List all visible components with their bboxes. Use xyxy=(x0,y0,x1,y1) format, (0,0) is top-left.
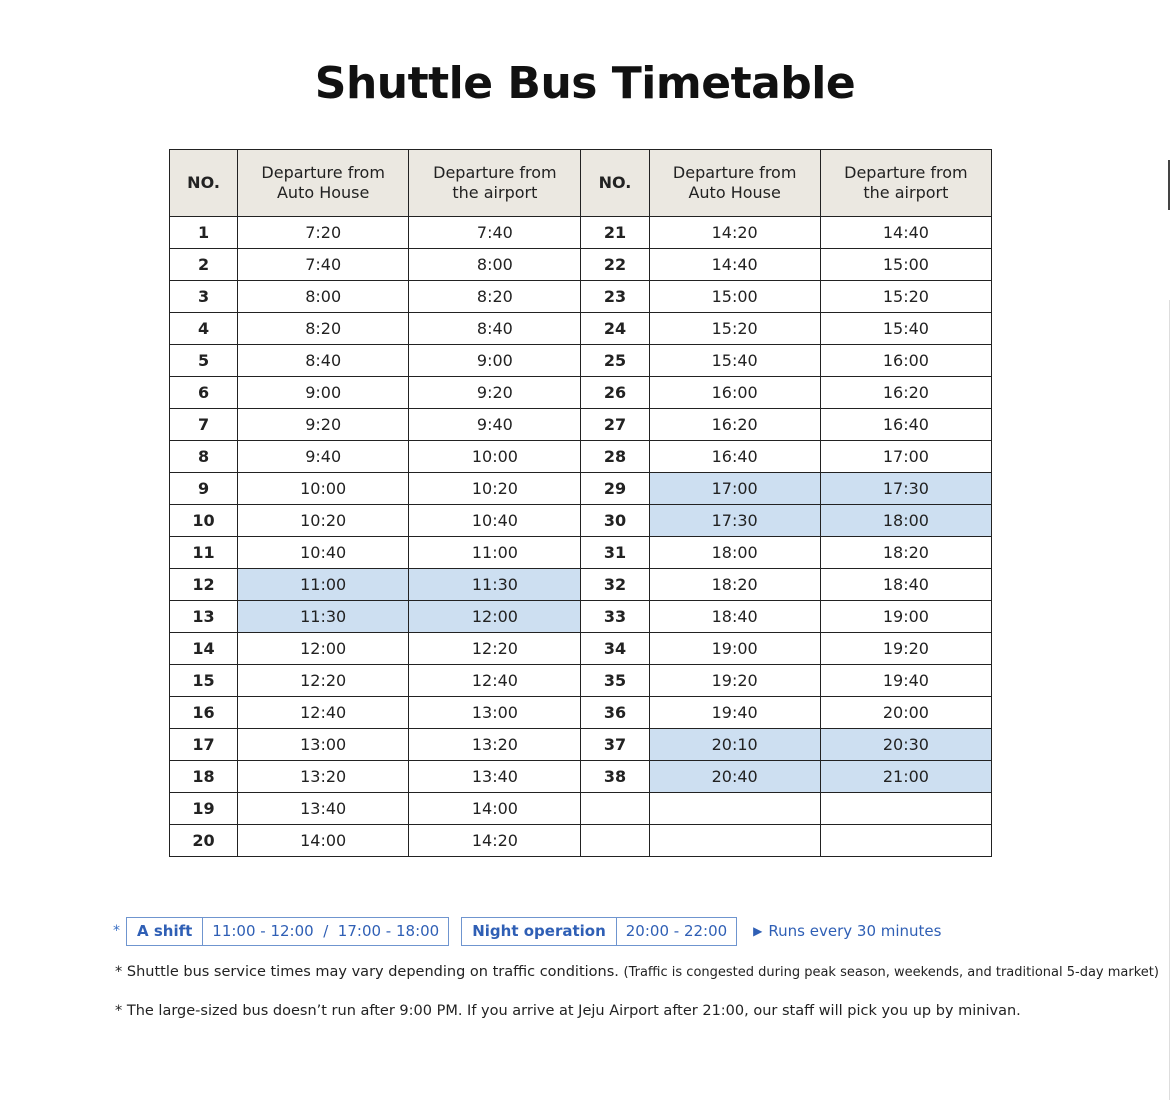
night-operation-label: Night operation xyxy=(462,918,617,945)
timetable-row xyxy=(170,313,992,345)
timetable-row xyxy=(170,409,992,441)
cell-no-right: 29 xyxy=(581,473,649,505)
runs-interval-text: Runs every 30 minutes xyxy=(768,922,942,940)
cell-auto-house-left: 14:00 xyxy=(238,825,409,857)
cell-no-right: 31 xyxy=(581,537,649,569)
cell-auto-house-left: 7:20 xyxy=(238,217,409,249)
night-operation-value: 20:00 - 22:00 xyxy=(625,922,728,940)
cell-no-right: 28 xyxy=(581,441,649,473)
timetable-row xyxy=(170,249,992,281)
cell-airport-right: 21:00 xyxy=(820,761,991,793)
timetable-row xyxy=(170,217,992,249)
cell-no-left: 13 xyxy=(170,601,238,633)
cell-auto-house-right xyxy=(649,825,820,857)
cell-no-right: 34 xyxy=(581,633,649,665)
a-shift-value: 11:00 - 12:00 / 17:00 - 18:00 xyxy=(212,922,440,940)
note-traffic-main: * Shuttle bus service times may vary depending on traffic conditions. xyxy=(115,964,619,980)
timetable-row xyxy=(170,601,992,633)
cell-no-right: 24 xyxy=(581,313,649,345)
a-shift-label: A shift xyxy=(127,918,203,945)
cell-auto-house-left: 9:40 xyxy=(238,441,409,473)
cell-no-right: 26 xyxy=(581,377,649,409)
timetable-row xyxy=(170,377,992,409)
cell-airport-left: 10:20 xyxy=(409,473,581,505)
cell-airport-left: 11:30 xyxy=(409,569,581,601)
cell-auto-house-right: 17:30 xyxy=(649,505,820,537)
cell-auto-house-left: 9:00 xyxy=(238,377,409,409)
cell-airport-left: 14:00 xyxy=(409,793,581,825)
header-departure-airport-left xyxy=(409,150,581,217)
cell-no-left: 4 xyxy=(170,313,238,345)
cell-auto-house-right: 14:20 xyxy=(649,217,820,249)
cell-airport-left: 7:40 xyxy=(409,217,581,249)
cell-auto-house-left: 10:00 xyxy=(238,473,409,505)
cell-airport-right: 20:00 xyxy=(820,697,991,729)
night-operation-legend xyxy=(461,917,737,946)
cell-auto-house-left: 7:40 xyxy=(238,249,409,281)
cell-auto-house-right: 16:00 xyxy=(649,377,820,409)
cell-airport-left: 11:00 xyxy=(409,537,581,569)
header-no-left: NO. xyxy=(170,150,238,217)
cell-no-left: 3 xyxy=(170,281,238,313)
cell-no-right: 37 xyxy=(581,729,649,761)
cell-no-right: 35 xyxy=(581,665,649,697)
cell-auto-house-left: 8:20 xyxy=(238,313,409,345)
timetable-row xyxy=(170,697,992,729)
header-no-right: NO. xyxy=(581,150,649,217)
cell-airport-right xyxy=(820,825,991,857)
cell-airport-right: 16:20 xyxy=(820,377,991,409)
header-line: Auto House xyxy=(688,183,781,202)
timetable-row xyxy=(170,281,992,313)
cell-airport-left: 9:40 xyxy=(409,409,581,441)
cell-no-left: 8 xyxy=(170,441,238,473)
timetable-header-row xyxy=(170,150,992,217)
note-traffic xyxy=(115,964,1159,980)
cell-no-left: 5 xyxy=(170,345,238,377)
cell-auto-house-right: 19:40 xyxy=(649,697,820,729)
legend-asterisk: * xyxy=(113,923,120,939)
cell-auto-house-right: 15:40 xyxy=(649,345,820,377)
cell-auto-house-right: 15:20 xyxy=(649,313,820,345)
cell-no-right: 36 xyxy=(581,697,649,729)
cell-airport-right: 19:40 xyxy=(820,665,991,697)
play-triangle-icon: ▶ xyxy=(753,924,763,938)
cell-airport-left: 8:00 xyxy=(409,249,581,281)
timetable-row xyxy=(170,505,992,537)
timetable-row xyxy=(170,345,992,377)
cell-no-right: 27 xyxy=(581,409,649,441)
header-line: Departure from xyxy=(844,163,968,182)
timetable-row xyxy=(170,825,992,857)
cell-auto-house-left: 13:20 xyxy=(238,761,409,793)
cell-airport-right: 18:20 xyxy=(820,537,991,569)
cell-no-right xyxy=(581,793,649,825)
cell-auto-house-right: 19:00 xyxy=(649,633,820,665)
note-minivan: * The large-sized bus doesn’t run after 9:00 PM. If you arrive at Jeju Airport after 21:00, our staff will pick you up by minivan. xyxy=(115,1003,1021,1019)
cell-airport-left: 9:20 xyxy=(409,377,581,409)
cell-auto-house-right: 18:40 xyxy=(649,601,820,633)
cell-auto-house-left: 8:40 xyxy=(238,345,409,377)
cell-airport-left: 13:40 xyxy=(409,761,581,793)
cell-auto-house-right: 14:40 xyxy=(649,249,820,281)
cell-auto-house-right: 20:10 xyxy=(649,729,820,761)
cell-airport-left: 10:40 xyxy=(409,505,581,537)
cell-airport-left: 12:40 xyxy=(409,665,581,697)
cell-no-right: 32 xyxy=(581,569,649,601)
cell-auto-house-left: 10:40 xyxy=(238,537,409,569)
header-line: Departure from xyxy=(261,163,385,182)
cell-auto-house-right: 19:20 xyxy=(649,665,820,697)
cell-auto-house-left: 13:40 xyxy=(238,793,409,825)
timetable xyxy=(169,149,992,857)
header-line: Departure from xyxy=(433,163,557,182)
cell-no-right: 33 xyxy=(581,601,649,633)
cell-airport-right: 16:00 xyxy=(820,345,991,377)
cell-no-right: 38 xyxy=(581,761,649,793)
cell-auto-house-left: 11:00 xyxy=(238,569,409,601)
cell-no-left: 2 xyxy=(170,249,238,281)
cell-no-left: 17 xyxy=(170,729,238,761)
legend xyxy=(113,916,941,946)
cell-airport-right: 15:20 xyxy=(820,281,991,313)
cell-airport-left: 8:20 xyxy=(409,281,581,313)
cell-auto-house-left: 11:30 xyxy=(238,601,409,633)
cell-auto-house-left: 12:00 xyxy=(238,633,409,665)
cell-airport-left: 9:00 xyxy=(409,345,581,377)
cell-airport-left: 8:40 xyxy=(409,313,581,345)
cell-no-right: 25 xyxy=(581,345,649,377)
header-departure-auto-house-left xyxy=(238,150,409,217)
cell-airport-right: 16:40 xyxy=(820,409,991,441)
cell-airport-right: 18:40 xyxy=(820,569,991,601)
a-shift-legend xyxy=(126,917,449,946)
cell-auto-house-left: 9:20 xyxy=(238,409,409,441)
cell-no-left: 20 xyxy=(170,825,238,857)
cell-airport-left: 10:00 xyxy=(409,441,581,473)
cell-no-left: 12 xyxy=(170,569,238,601)
timetable-row xyxy=(170,569,992,601)
timetable-row xyxy=(170,441,992,473)
timetable-row xyxy=(170,633,992,665)
cell-no-left: 11 xyxy=(170,537,238,569)
cell-airport-right: 17:30 xyxy=(820,473,991,505)
cell-no-right: 30 xyxy=(581,505,649,537)
cell-no-left: 10 xyxy=(170,505,238,537)
cell-auto-house-left: 13:00 xyxy=(238,729,409,761)
cell-airport-right: 17:00 xyxy=(820,441,991,473)
cell-auto-house-right: 18:20 xyxy=(649,569,820,601)
cell-auto-house-left: 12:20 xyxy=(238,665,409,697)
cell-no-left: 6 xyxy=(170,377,238,409)
cell-auto-house-right: 20:40 xyxy=(649,761,820,793)
cell-airport-left: 13:20 xyxy=(409,729,581,761)
runs-interval xyxy=(753,922,941,940)
cell-airport-right: 20:30 xyxy=(820,729,991,761)
timetable-row xyxy=(170,537,992,569)
cell-no-right: 21 xyxy=(581,217,649,249)
cell-airport-right: 18:00 xyxy=(820,505,991,537)
header-departure-auto-house-right xyxy=(649,150,820,217)
cell-airport-left: 12:00 xyxy=(409,601,581,633)
cell-auto-house-left: 10:20 xyxy=(238,505,409,537)
cell-no-left: 16 xyxy=(170,697,238,729)
cell-auto-house-right xyxy=(649,793,820,825)
cell-no-left: 19 xyxy=(170,793,238,825)
cell-airport-right: 19:00 xyxy=(820,601,991,633)
timetable-row xyxy=(170,729,992,761)
page-title: Shuttle Bus Timetable xyxy=(314,58,856,109)
cell-airport-left: 12:20 xyxy=(409,633,581,665)
cell-auto-house-left: 8:00 xyxy=(238,281,409,313)
header-line: the airport xyxy=(452,183,538,202)
cell-no-right: 22 xyxy=(581,249,649,281)
cell-airport-right xyxy=(820,793,991,825)
cell-airport-right: 19:20 xyxy=(820,633,991,665)
cell-no-left: 9 xyxy=(170,473,238,505)
header-line: Departure from xyxy=(672,163,797,182)
timetable-row xyxy=(170,761,992,793)
cell-no-left: 7 xyxy=(170,409,238,441)
cell-auto-house-right: 18:00 xyxy=(649,537,820,569)
cell-no-left: 14 xyxy=(170,633,238,665)
header-line: the airport xyxy=(863,183,949,202)
cell-auto-house-right: 15:00 xyxy=(649,281,820,313)
note-traffic-detail: (Traffic is congested during peak season, weekends, and traditional 5-day market) xyxy=(623,965,1159,980)
cell-no-right xyxy=(581,825,649,857)
header-departure-airport-right xyxy=(820,150,991,217)
timetable-row xyxy=(170,473,992,505)
cell-auto-house-right: 16:40 xyxy=(649,441,820,473)
cell-no-left: 15 xyxy=(170,665,238,697)
cell-no-right: 23 xyxy=(581,281,649,313)
timetable-row xyxy=(170,665,992,697)
header-line: Auto House xyxy=(276,183,370,202)
cell-airport-left: 13:00 xyxy=(409,697,581,729)
cell-airport-right: 15:00 xyxy=(820,249,991,281)
cell-airport-left: 14:20 xyxy=(409,825,581,857)
cell-auto-house-right: 17:00 xyxy=(649,473,820,505)
cell-auto-house-right: 16:20 xyxy=(649,409,820,441)
cell-no-left: 1 xyxy=(170,217,238,249)
timetable-row xyxy=(170,793,992,825)
cell-airport-right: 15:40 xyxy=(820,313,991,345)
cell-airport-right: 14:40 xyxy=(820,217,991,249)
cell-no-left: 18 xyxy=(170,761,238,793)
cell-auto-house-left: 12:40 xyxy=(238,697,409,729)
